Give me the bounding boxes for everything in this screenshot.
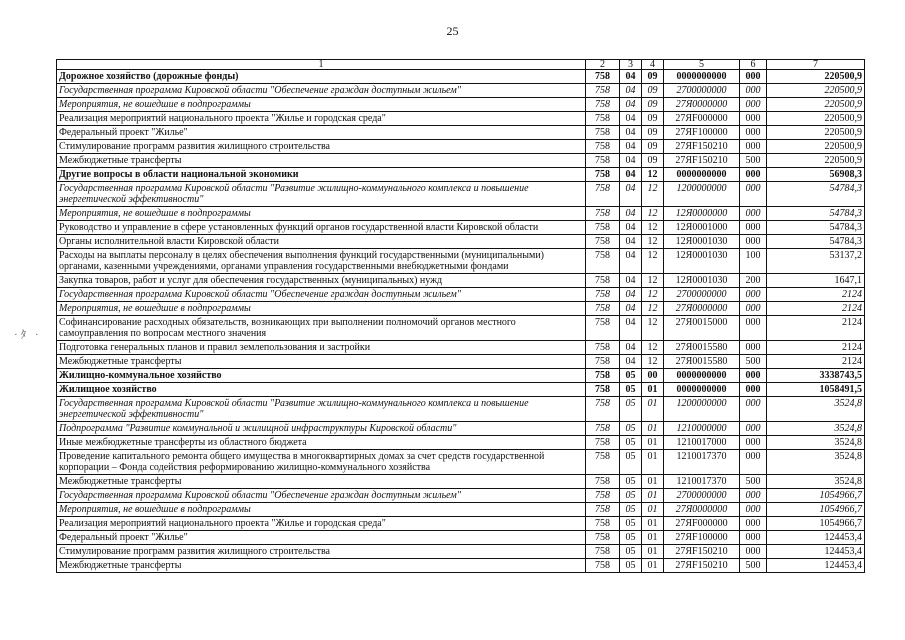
expense-type-cell: 000	[740, 302, 767, 316]
subsection-cell: 00	[642, 369, 664, 383]
table-row	[57, 450, 865, 475]
item-name-cell: Реализация мероприятий национального проекта "Жилье и городская среда"	[57, 517, 586, 531]
target-article-cell: 27ЯF100000	[664, 126, 740, 140]
amount-cell: 3524,8	[767, 436, 865, 450]
amount-cell: 3524,8	[767, 422, 865, 436]
item-name-cell: Межбюджетные трансферты	[57, 475, 586, 489]
amount-cell: 124453,4	[767, 531, 865, 545]
ministry-code-cell: 758	[586, 84, 620, 98]
target-article-cell: 12Я0000000	[664, 207, 740, 221]
amount-cell: 3338743,5	[767, 369, 865, 383]
amount-cell: 2124	[767, 288, 865, 302]
expense-type-cell: 500	[740, 355, 767, 369]
ministry-code-cell: 758	[586, 235, 620, 249]
table-row	[57, 503, 865, 517]
section-cell: 04	[620, 98, 642, 112]
item-name-cell: Межбюджетные трансферты	[57, 154, 586, 168]
section-cell: 05	[620, 383, 642, 397]
item-name-cell: Государственная программа Кировской области "Развитие жилищно-коммунального комплекса и повышение энергетической эффективности"	[57, 182, 586, 207]
target-article-cell: 27Я0000000	[664, 302, 740, 316]
amount-cell: 1647,1	[767, 274, 865, 288]
ministry-code-cell: 758	[586, 355, 620, 369]
expense-type-cell: 000	[740, 70, 767, 84]
target-article-cell: 27Я0000000	[664, 503, 740, 517]
subsection-cell: 12	[642, 168, 664, 182]
ministry-code-cell: 758	[586, 450, 620, 475]
target-article-cell: 27ЯF150210	[664, 140, 740, 154]
item-name-cell: Реализация мероприятий национального проекта "Жилье и городская среда"	[57, 112, 586, 126]
section-cell: 04	[620, 112, 642, 126]
item-name-cell: Стимулирование программ развития жилищного строительства	[57, 545, 586, 559]
item-name-cell: Государственная программа Кировской области "Развитие жилищно-коммунального комплекса и повышение энергетической эффективности"	[57, 397, 586, 422]
expense-type-cell: 000	[740, 531, 767, 545]
table-row	[57, 422, 865, 436]
item-name-cell: Жилищное хозяйство	[57, 383, 586, 397]
target-article-cell: 27Я0015580	[664, 341, 740, 355]
section-cell: 05	[620, 489, 642, 503]
amount-cell: 56908,3	[767, 168, 865, 182]
section-cell: 04	[620, 140, 642, 154]
section-cell: 05	[620, 559, 642, 573]
subsection-cell: 09	[642, 112, 664, 126]
subsection-cell: 12	[642, 207, 664, 221]
amount-cell: 220500,9	[767, 126, 865, 140]
expense-type-cell: 000	[740, 316, 767, 341]
table-row	[57, 182, 865, 207]
ministry-code-cell: 758	[586, 531, 620, 545]
table-row	[57, 383, 865, 397]
section-cell: 05	[620, 517, 642, 531]
table-row	[57, 489, 865, 503]
target-article-cell: 27Я0015000	[664, 316, 740, 341]
section-cell: 04	[620, 288, 642, 302]
section-cell: 05	[620, 475, 642, 489]
table-row	[57, 140, 865, 154]
subsection-cell: 12	[642, 355, 664, 369]
expense-type-cell: 000	[740, 517, 767, 531]
amount-cell: 2124	[767, 302, 865, 316]
section-cell: 04	[620, 249, 642, 274]
amount-cell: 220500,9	[767, 98, 865, 112]
ministry-code-cell: 758	[586, 98, 620, 112]
ministry-code-cell: 758	[586, 489, 620, 503]
target-article-cell: 27ЯF100000	[664, 531, 740, 545]
target-article-cell: 27Я0015580	[664, 355, 740, 369]
amount-cell: 220500,9	[767, 154, 865, 168]
section-cell: 04	[620, 84, 642, 98]
expense-type-cell: 000	[740, 397, 767, 422]
subsection-cell: 01	[642, 531, 664, 545]
amount-cell: 54784,3	[767, 235, 865, 249]
expense-type-cell: 000	[740, 503, 767, 517]
section-cell: 05	[620, 545, 642, 559]
expense-type-cell: 000	[740, 288, 767, 302]
table-row	[57, 221, 865, 235]
ministry-code-cell: 758	[586, 517, 620, 531]
column-header: 2	[586, 60, 620, 70]
target-article-cell: 27ЯF000000	[664, 517, 740, 531]
section-cell: 04	[620, 126, 642, 140]
table-row	[57, 397, 865, 422]
ministry-code-cell: 758	[586, 545, 620, 559]
amount-cell: 220500,9	[767, 70, 865, 84]
column-header: 7	[767, 60, 865, 70]
section-cell: 05	[620, 369, 642, 383]
ministry-code-cell: 758	[586, 422, 620, 436]
amount-cell: 54784,3	[767, 207, 865, 221]
column-header: 1	[57, 60, 586, 70]
table-row	[57, 517, 865, 531]
target-article-cell: 12Я0001030	[664, 235, 740, 249]
ministry-code-cell: 758	[586, 249, 620, 274]
ministry-code-cell: 758	[586, 503, 620, 517]
subsection-cell: 12	[642, 302, 664, 316]
subsection-cell: 12	[642, 221, 664, 235]
table-row	[57, 70, 865, 84]
target-article-cell: 1210017370	[664, 450, 740, 475]
ministry-code-cell: 758	[586, 221, 620, 235]
expense-type-cell: 100	[740, 249, 767, 274]
target-article-cell: 27ЯF000000	[664, 112, 740, 126]
subsection-cell: 01	[642, 450, 664, 475]
expense-type-cell: 000	[740, 450, 767, 475]
amount-cell: 2124	[767, 316, 865, 341]
subsection-cell: 01	[642, 545, 664, 559]
target-article-cell: 12Я0001030	[664, 249, 740, 274]
table-row	[57, 249, 865, 274]
target-article-cell: 2700000000	[664, 489, 740, 503]
ministry-code-cell: 758	[586, 154, 620, 168]
ministry-code-cell: 758	[586, 140, 620, 154]
item-name-cell: Государственная программа Кировской области "Обеспечение граждан доступным жильем"	[57, 489, 586, 503]
section-cell: 04	[620, 235, 642, 249]
amount-cell: 220500,9	[767, 84, 865, 98]
item-name-cell: Жилищно-коммунальное хозяйство	[57, 369, 586, 383]
target-article-cell: 12Я0001000	[664, 221, 740, 235]
subsection-cell: 01	[642, 559, 664, 573]
margin-mark: ·ﾀ ·	[14, 329, 42, 341]
item-name-cell: Стимулирование программ развития жилищного строительства	[57, 140, 586, 154]
target-article-cell: 27Я0000000	[664, 98, 740, 112]
target-article-cell: 27ЯF150210	[664, 154, 740, 168]
section-cell: 05	[620, 503, 642, 517]
amount-cell: 220500,9	[767, 112, 865, 126]
expense-type-cell: 000	[740, 341, 767, 355]
ministry-code-cell: 758	[586, 70, 620, 84]
item-name-cell: Государственная программа Кировской области "Обеспечение граждан доступным жильем"	[57, 84, 586, 98]
amount-cell: 54784,3	[767, 221, 865, 235]
target-article-cell: 27ЯF150210	[664, 559, 740, 573]
section-cell: 04	[620, 207, 642, 221]
target-article-cell: 1210017370	[664, 475, 740, 489]
target-article-cell: 1200000000	[664, 182, 740, 207]
amount-cell: 2124	[767, 355, 865, 369]
page-number: 25	[446, 24, 459, 38]
table-row	[57, 168, 865, 182]
table-row	[57, 436, 865, 450]
item-name-cell: Закупка товаров, работ и услуг для обеспечения государственных (муниципальных) нужд	[57, 274, 586, 288]
section-cell: 04	[620, 70, 642, 84]
item-name-cell: Органы исполнительной власти Кировской области	[57, 235, 586, 249]
item-name-cell: Государственная программа Кировской области "Обеспечение граждан доступным жильем"	[57, 288, 586, 302]
ministry-code-cell: 758	[586, 559, 620, 573]
section-cell: 04	[620, 316, 642, 341]
table-row	[57, 274, 865, 288]
expense-type-cell: 000	[740, 84, 767, 98]
ministry-code-cell: 758	[586, 112, 620, 126]
section-cell: 04	[620, 182, 642, 207]
amount-cell: 124453,4	[767, 545, 865, 559]
table-row	[57, 154, 865, 168]
section-cell: 05	[620, 450, 642, 475]
table-row	[57, 369, 865, 383]
subsection-cell: 01	[642, 517, 664, 531]
table-row	[57, 531, 865, 545]
expense-type-cell: 000	[740, 221, 767, 235]
subsection-cell: 12	[642, 182, 664, 207]
subsection-cell: 12	[642, 235, 664, 249]
subsection-cell: 01	[642, 383, 664, 397]
expense-type-cell: 500	[740, 154, 767, 168]
section-cell: 04	[620, 154, 642, 168]
amount-cell: 3524,8	[767, 397, 865, 422]
item-name-cell: Дорожное хозяйство (дорожные фонды)	[57, 70, 586, 84]
item-name-cell: Мероприятия, не вошедшие в подпрограммы	[57, 503, 586, 517]
item-name-cell: Подпрограмма "Развитие коммунальной и жилищной инфраструктуры Кировской области"	[57, 422, 586, 436]
expense-type-cell: 000	[740, 422, 767, 436]
section-cell: 05	[620, 422, 642, 436]
ministry-code-cell: 758	[586, 383, 620, 397]
table-row	[57, 302, 865, 316]
amount-cell: 3524,8	[767, 450, 865, 475]
expense-type-cell: 000	[740, 545, 767, 559]
column-header: 3	[620, 60, 642, 70]
ministry-code-cell: 758	[586, 302, 620, 316]
subsection-cell: 09	[642, 126, 664, 140]
expense-type-cell: 000	[740, 182, 767, 207]
table-row	[57, 288, 865, 302]
subsection-cell: 01	[642, 436, 664, 450]
amount-cell: 53137,2	[767, 249, 865, 274]
subsection-cell: 12	[642, 316, 664, 341]
table-row	[57, 207, 865, 221]
subsection-cell: 09	[642, 154, 664, 168]
section-cell: 04	[620, 355, 642, 369]
column-header: 6	[740, 60, 767, 70]
table-row	[57, 545, 865, 559]
item-name-cell: Межбюджетные трансферты	[57, 355, 586, 369]
expense-type-cell: 000	[740, 383, 767, 397]
target-article-cell: 0000000000	[664, 369, 740, 383]
subsection-cell: 12	[642, 249, 664, 274]
subsection-cell: 01	[642, 397, 664, 422]
section-cell: 04	[620, 168, 642, 182]
budget-table	[56, 59, 865, 573]
expense-type-cell: 500	[740, 475, 767, 489]
expense-type-cell: 000	[740, 369, 767, 383]
ministry-code-cell: 758	[586, 274, 620, 288]
section-cell: 04	[620, 302, 642, 316]
subsection-cell: 01	[642, 489, 664, 503]
item-name-cell: Мероприятия, не вошедшие в подпрограммы	[57, 98, 586, 112]
table-row	[57, 112, 865, 126]
subsection-cell: 09	[642, 70, 664, 84]
section-cell: 04	[620, 221, 642, 235]
expense-type-cell: 000	[740, 112, 767, 126]
subsection-cell: 01	[642, 475, 664, 489]
table-row	[57, 475, 865, 489]
section-cell: 05	[620, 531, 642, 545]
expense-type-cell: 200	[740, 274, 767, 288]
amount-cell: 2124	[767, 341, 865, 355]
ministry-code-cell: 758	[586, 397, 620, 422]
target-article-cell: 2700000000	[664, 84, 740, 98]
target-article-cell: 1200000000	[664, 397, 740, 422]
section-cell: 05	[620, 436, 642, 450]
target-article-cell: 2700000000	[664, 288, 740, 302]
table-row	[57, 235, 865, 249]
ministry-code-cell: 758	[586, 207, 620, 221]
ministry-code-cell: 758	[586, 341, 620, 355]
subsection-cell: 12	[642, 274, 664, 288]
ministry-code-cell: 758	[586, 316, 620, 341]
subsection-cell: 01	[642, 422, 664, 436]
expense-type-cell: 000	[740, 126, 767, 140]
table-row	[57, 316, 865, 341]
expense-type-cell: 000	[740, 168, 767, 182]
target-article-cell: 1210017000	[664, 436, 740, 450]
subsection-cell: 12	[642, 341, 664, 355]
column-header-row	[57, 60, 865, 70]
expense-type-cell: 000	[740, 207, 767, 221]
ministry-code-cell: 758	[586, 288, 620, 302]
subsection-cell: 09	[642, 84, 664, 98]
expense-type-cell: 000	[740, 436, 767, 450]
section-cell: 04	[620, 341, 642, 355]
expense-type-cell: 000	[740, 235, 767, 249]
subsection-cell: 12	[642, 288, 664, 302]
item-name-cell: Другие вопросы в области национальной экономики	[57, 168, 586, 182]
section-cell: 04	[620, 274, 642, 288]
amount-cell: 1054966,7	[767, 503, 865, 517]
column-header: 5	[664, 60, 740, 70]
subsection-cell: 09	[642, 140, 664, 154]
item-name-cell: Расходы на выплаты персоналу в целях обеспечения выполнения функций государственными (муниципальными) органами, казенными учреждениями, органами управления государственными внебюджетными фондами	[57, 249, 586, 274]
ministry-code-cell: 758	[586, 126, 620, 140]
table-row	[57, 84, 865, 98]
target-article-cell: 12Я0001030	[664, 274, 740, 288]
amount-cell: 1054966,7	[767, 517, 865, 531]
item-name-cell: Руководство и управление в сфере установленных функций органов государственной власти Кировской области	[57, 221, 586, 235]
amount-cell: 1054966,7	[767, 489, 865, 503]
amount-cell: 54784,3	[767, 182, 865, 207]
ministry-code-cell: 758	[586, 168, 620, 182]
ministry-code-cell: 758	[586, 182, 620, 207]
item-name-cell: Подготовка генеральных планов и правил землепользования и застройки	[57, 341, 586, 355]
item-name-cell: Проведение капитального ремонта общего имущества в многоквартирных домах за счет средств государственной корпорации – Фонда содействия реформированию жилищно-коммунального хозяйства	[57, 450, 586, 475]
table-row	[57, 559, 865, 573]
item-name-cell: Мероприятия, не вошедшие в подпрограммы	[57, 302, 586, 316]
expense-type-cell: 000	[740, 140, 767, 154]
amount-cell: 1058491,5	[767, 383, 865, 397]
amount-cell: 124453,4	[767, 559, 865, 573]
table-row	[57, 341, 865, 355]
target-article-cell: 0000000000	[664, 70, 740, 84]
ministry-code-cell: 758	[586, 369, 620, 383]
item-name-cell: Софинансирование расходных обязательств, возникающих при выполнении полномочий органов местного самоуправления по вопросам местного значения	[57, 316, 586, 341]
item-name-cell: Иные межбюджетные трансферты из областного бюджета	[57, 436, 586, 450]
expense-type-cell: 000	[740, 98, 767, 112]
target-article-cell: 1210000000	[664, 422, 740, 436]
target-article-cell: 27ЯF150210	[664, 545, 740, 559]
column-header: 4	[642, 60, 664, 70]
table-row	[57, 98, 865, 112]
expense-type-cell: 500	[740, 559, 767, 573]
amount-cell: 3524,8	[767, 475, 865, 489]
table-row	[57, 355, 865, 369]
subsection-cell: 09	[642, 98, 664, 112]
ministry-code-cell: 758	[586, 436, 620, 450]
item-name-cell: Федеральный проект "Жилье"	[57, 126, 586, 140]
target-article-cell: 0000000000	[664, 168, 740, 182]
subsection-cell: 01	[642, 503, 664, 517]
target-article-cell: 0000000000	[664, 383, 740, 397]
expense-type-cell: 000	[740, 489, 767, 503]
item-name-cell: Федеральный проект "Жилье"	[57, 531, 586, 545]
ministry-code-cell: 758	[586, 475, 620, 489]
table-row	[57, 126, 865, 140]
item-name-cell: Мероприятия, не вошедшие в подпрограммы	[57, 207, 586, 221]
section-cell: 05	[620, 397, 642, 422]
amount-cell: 220500,9	[767, 140, 865, 154]
item-name-cell: Межбюджетные трансферты	[57, 559, 586, 573]
